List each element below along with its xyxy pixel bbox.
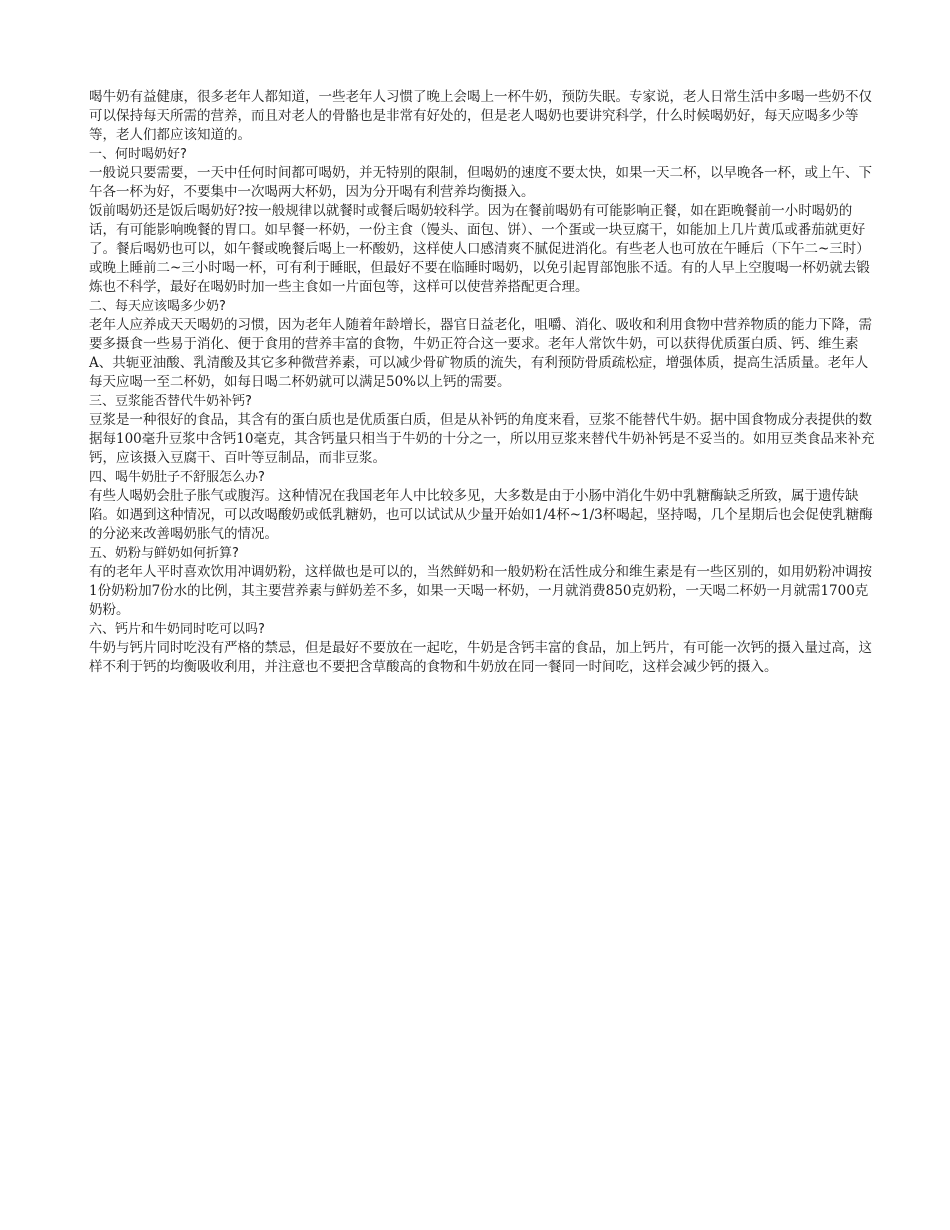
section-paragraph: 老年人应养成天天喝奶的习惯，因为老年人随着年龄增长，器官日益老化，咀嚼、消化、吸收和利用食物中营养物质的能力下降，需要多摄食一些易于消化、便于食用的营养丰富的食物，牛奶正符合这一要求。老年人常饮牛奶，可以获得优质蛋白质、钙、维生素A、共轭亚油酸、乳清酸及其它多种微营养素，可以减少骨矿物质的流失，有利预防骨质疏松症，增强体质，提高生活质量。老年人每天应喝一至二杯奶，如每日喝二杯奶就可以满足50%以上钙的需要。 <box>89 317 872 390</box>
section-paragraph: 一般说只要需要，一天中任何时间都可喝奶，并无特别的限制，但喝奶的速度不要太快，如果一天二杯，以早晚各一杯，或上午、下午各一杯为好，不要集中一次喝两大杯奶，因为分开喝有利营养均衡摄入。 <box>89 165 872 200</box>
section-paragraph: 饭前喝奶还是饭后喝奶好?按一般规律以就餐时或餐后喝奶较科学。因为在餐前喝奶有可能影响正餐，如在距晚餐前一小时喝奶的话，有可能影响晚餐的胃口。如早餐一杯奶，一份主食（馒头、面包、饼）、一个蛋或一块豆腐干，如能加上几片黄瓜或番茄就更好了。餐后喝奶也可以，如午餐或晚餐后喝上一杯酸奶，这样使人口感清爽不腻促进消化。有些老人也可放在午睡后（下午二~三时）或晚上睡前二~三小时喝一杯，可有利于睡眠，但最好不要在临睡时喝奶，以免引起胃部饱胀不适。有的人早上空腹喝一杯奶就去锻炼也不科学，最好在喝奶时加一些主食如一片面包等，这样可以使营养搭配更合理。 <box>89 203 870 295</box>
section-paragraph: 牛奶与钙片同时吃没有严格的禁忌，但是最好不要放在一起吃，牛奶是含钙丰富的食品，加上钙片，有可能一次钙的摄入量过高，这样不利于钙的均衡吸收利用，并注意也不要把含草酸高的食物和牛奶放在同一餐同一时间吃，这样会减少钙的摄入。 <box>89 640 872 675</box>
section-paragraph: 有些人喝奶会肚子胀气或腹泻。这种情况在我国老年人中比较多见，大多数是由于小肠中消化牛奶中乳糖酶缺乏所致，属于遗传缺陷。如遇到这种情况，可以改喝酸奶或低乳糖奶，也可以试试从少量开始如1/4杯~1/3杯喝起，坚持喝，几个星期后也会促使乳糖酶的分泌来改善喝奶胀气的情况。 <box>89 488 873 542</box>
intro-paragraph: 喝牛奶有益健康，很多老年人都知道，一些老年人习惯了晚上会喝上一杯牛奶，预防失眠。专家说，老人日常生活中多喝一些奶不仅可以保持每天所需的营养，而且对老人的骨骼也是非常有好处的，但是老人喝奶也要讲究科学，什么时候喝奶好，每天应喝多少等等，老人们都应该知道的。 <box>89 89 872 143</box>
section-heading-soy-milk: 三、豆浆能否替代牛奶补钙? <box>89 394 252 409</box>
section-heading-how-much: 二、每天应该喝多少奶? <box>89 299 226 314</box>
section-heading-discomfort: 四、喝牛奶肚子不舒服怎么办? <box>89 470 265 485</box>
section-heading-milk-powder: 五、奶粉与鲜奶如何折算? <box>89 546 239 561</box>
section-paragraph: 有的老年人平时喜欢饮用冲调奶粉，这样做也是可以的，当然鲜奶和一般奶粉在活性成分和维生素是有一些区别的，如用奶粉冲调按1份奶粉加7份水的比例，其主要营养素与鲜奶差不多，如果一天喝一杯奶，一月就消费850克奶粉，一天喝二杯奶一月就需1700克奶粉。 <box>89 564 872 618</box>
section-heading-calcium-tablets: 六、钙片和牛奶同时吃可以吗? <box>89 622 265 637</box>
section-heading-when: 一、何时喝奶好? <box>89 147 187 162</box>
article-body <box>89 88 879 677</box>
section-paragraph: 豆浆是一种很好的食品，其含有的蛋白质也是优质蛋白质，但是从补钙的角度来看，豆浆不能替代牛奶。据中国食物成分表提供的数据每100毫升豆浆中含钙10毫克，其含钙量只相当于牛奶的十分之一，所以用豆浆来替代牛奶补钙是不妥当的。如用豆类食品来补充钙，应该摄入豆腐干、百叶等豆制品，而非豆浆。 <box>89 412 875 466</box>
